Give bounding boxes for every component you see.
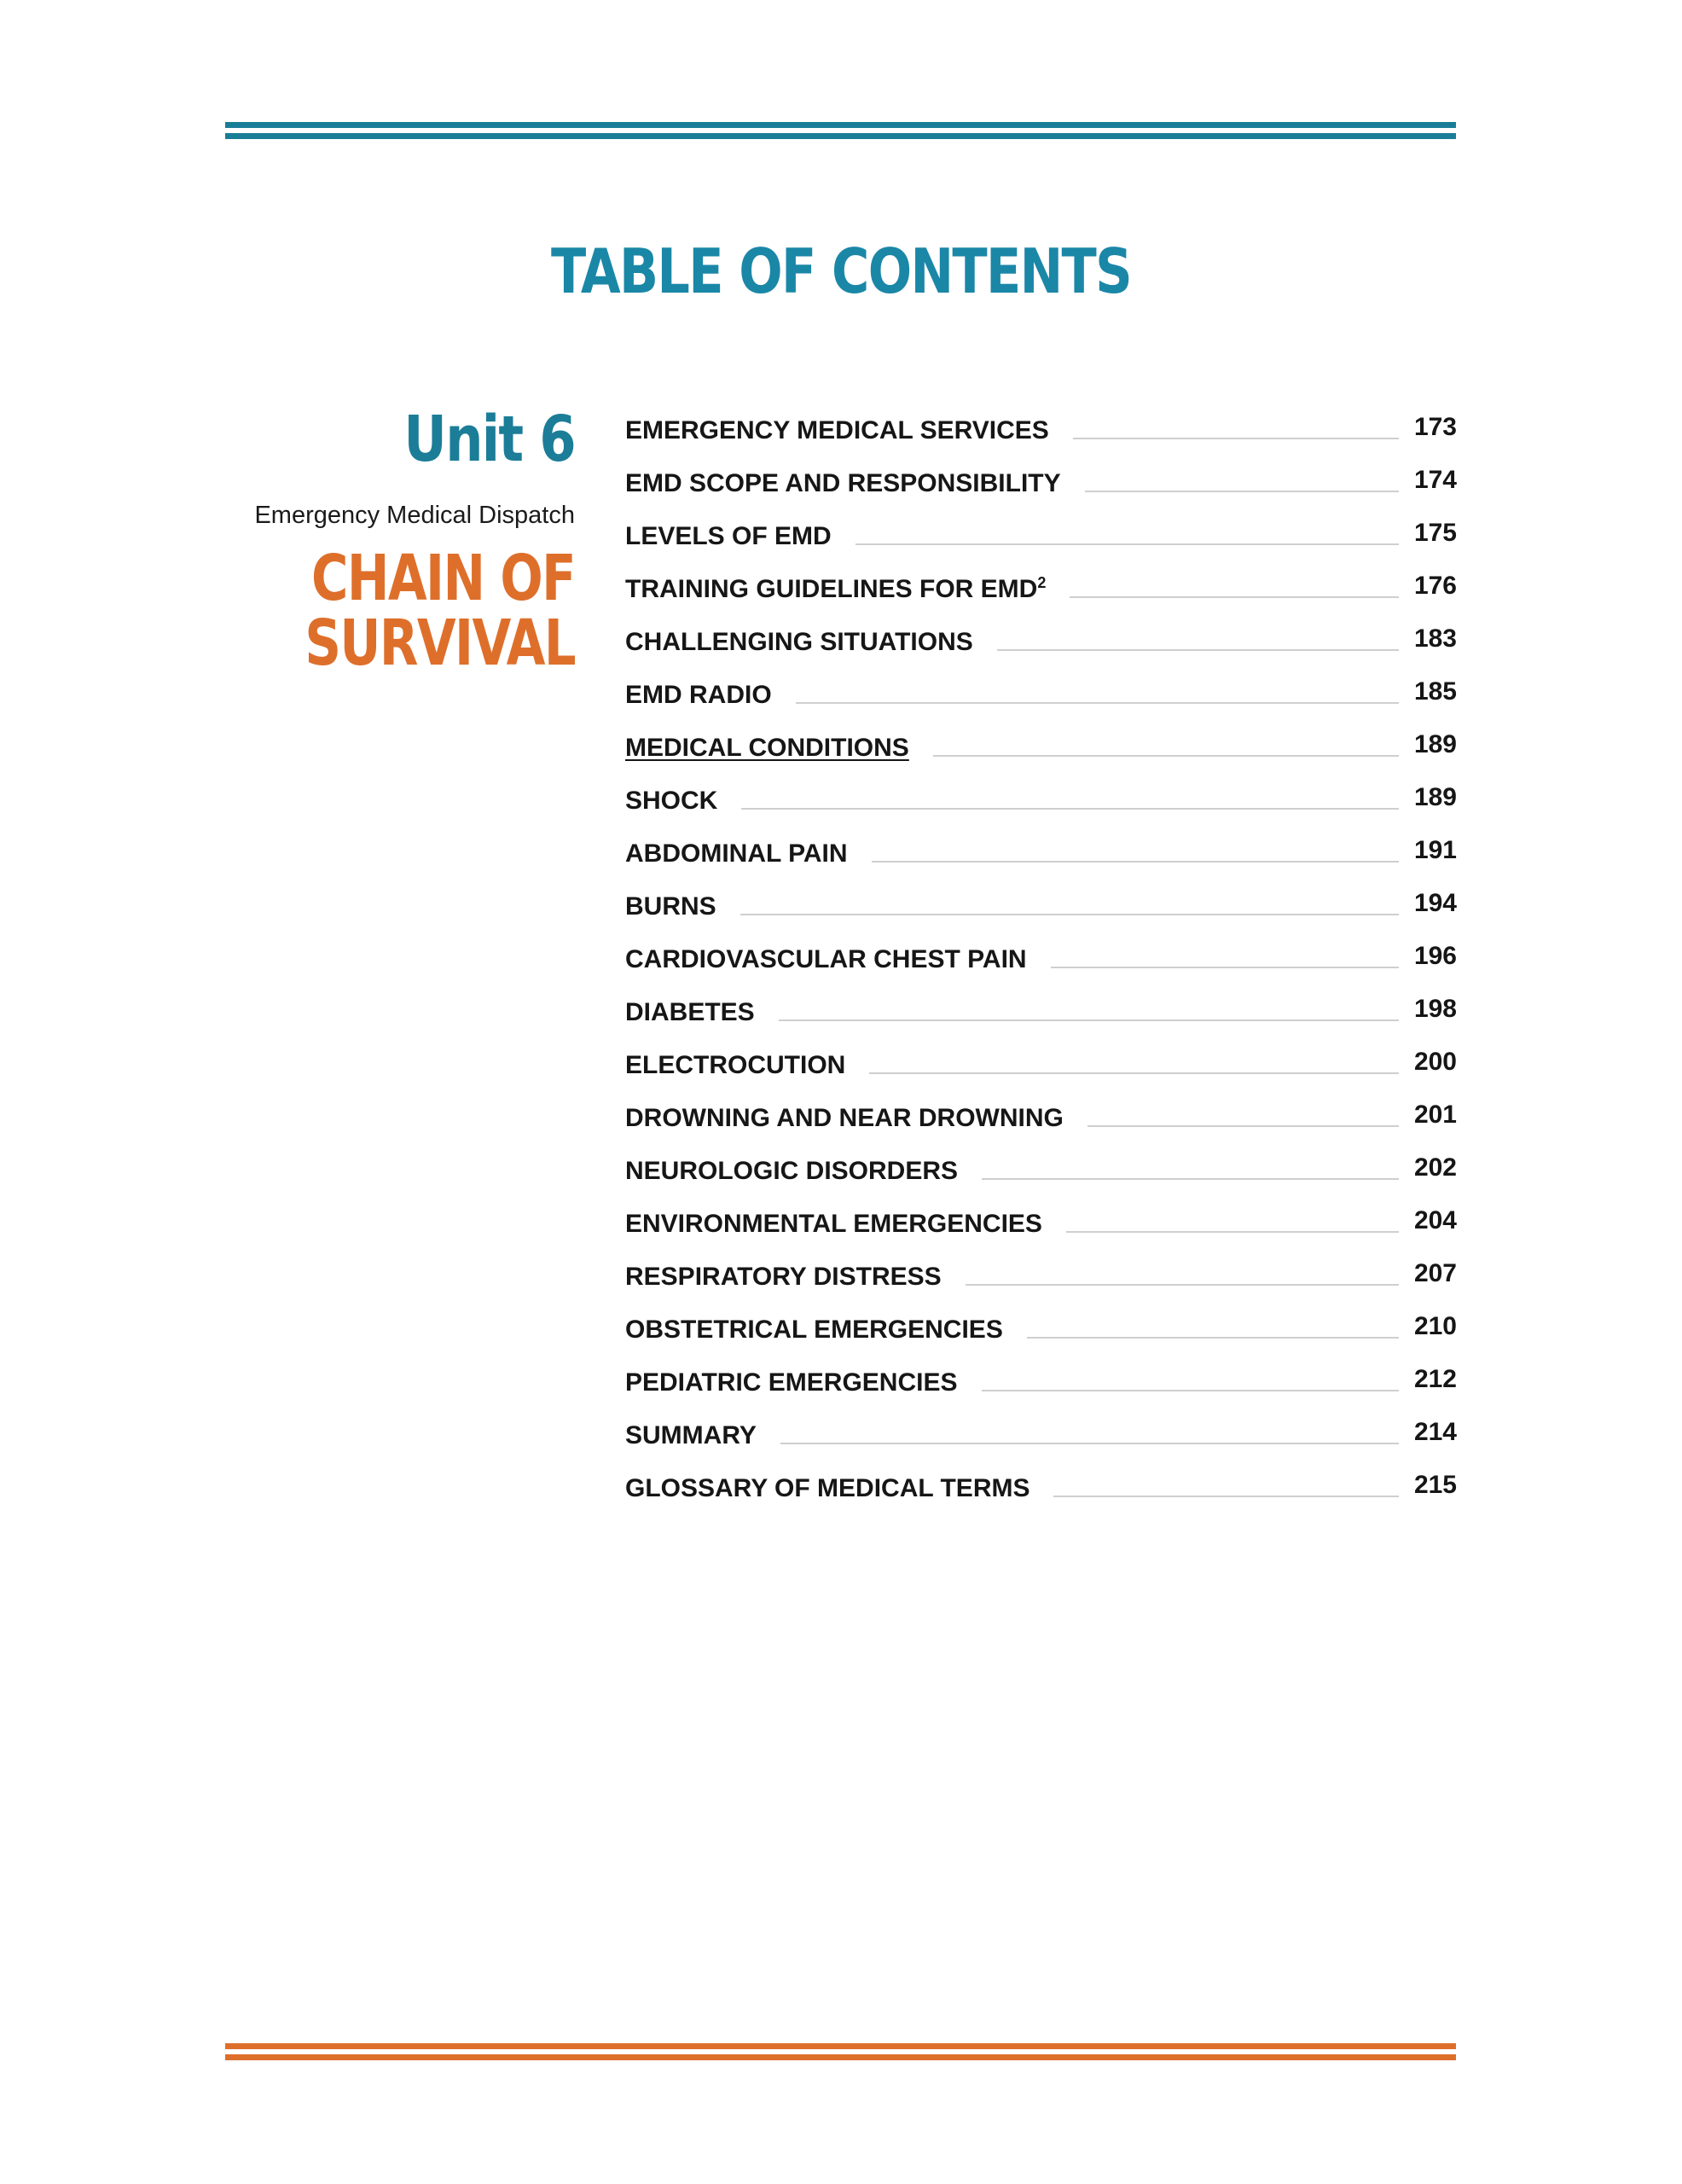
unit-topic (279, 542, 575, 680)
toc-entry-label-text: ELECTROCUTION (625, 1051, 846, 1079)
toc-entry-superscript: 2 (1037, 574, 1047, 591)
toc-entry-page-number: 204 (1413, 1206, 1457, 1234)
toc-entry-label (625, 1148, 975, 1194)
toc-leader-line (1053, 1466, 1399, 1497)
toc-leader-line (741, 778, 1399, 810)
bottom-rule-upper (225, 2043, 1456, 2049)
toc-entry-label (625, 1360, 975, 1406)
toc-leader-line (982, 1148, 1399, 1180)
unit-title: Unit 6 (403, 403, 575, 476)
toc-entry-page-number: 202 (1413, 1153, 1457, 1182)
toc-entry-page-number: 200 (1413, 1048, 1457, 1076)
top-rule-upper (225, 122, 1456, 128)
toc-entry-label-text: CHALLENGING SITUATIONS (625, 628, 973, 656)
toc-entry[interactable] (625, 990, 1457, 1043)
toc-entry-label-text: OBSTETRICAL EMERGENCIES (625, 1316, 1003, 1344)
toc-entry-label (625, 1201, 1059, 1247)
toc-entry[interactable] (625, 1043, 1457, 1095)
toc-entry-label (625, 1307, 1020, 1353)
toc-entry-label (625, 778, 734, 824)
toc-entry-label-text: BURNS (625, 892, 716, 921)
toc-entry[interactable] (625, 1095, 1457, 1148)
toc-entry-label-text: EMD SCOPE AND RESPONSIBILITY (625, 469, 1061, 497)
toc-entry-label-text: DIABETES (625, 998, 755, 1026)
toc-entry[interactable] (625, 1466, 1457, 1519)
toc-entry-label-text: SHOCK (625, 787, 718, 815)
toc-entry-label (625, 831, 865, 877)
toc-entry-label-text: CARDIOVASCULAR CHEST PAIN (625, 945, 1027, 973)
toc-leader-line (966, 1254, 1399, 1286)
toc-entry-label-text: GLOSSARY OF MEDICAL TERMS (625, 1474, 1030, 1502)
toc-entry-label-text: EMERGENCY MEDICAL SERVICES (625, 416, 1049, 444)
toc-entry[interactable] (625, 937, 1457, 990)
toc-entry-page-number: 174 (1413, 466, 1457, 494)
toc-leader-line (1073, 408, 1399, 439)
toc-entry[interactable] (625, 619, 1457, 672)
toc-entry[interactable] (625, 1254, 1457, 1307)
toc-entry[interactable] (625, 884, 1457, 937)
toc-entry-label (625, 672, 789, 718)
toc-entry-label-text: TRAINING GUIDELINES FOR EMD (625, 575, 1038, 603)
toc-entry-label-text: LEVELS OF EMD (625, 522, 832, 550)
toc-entry-page-number: 196 (1413, 942, 1457, 970)
unit-subtitle: Emergency Medical Dispatch (254, 502, 575, 529)
toc-entry-label (625, 408, 1066, 454)
toc-entry[interactable] (625, 778, 1457, 831)
toc-entry-label (625, 990, 772, 1036)
toc-leader-line (856, 514, 1399, 545)
toc-entry-page-number: 214 (1413, 1418, 1457, 1446)
toc-entry[interactable] (625, 1201, 1457, 1254)
toc-leader-line (933, 725, 1399, 757)
toc-entry-page-number: 215 (1413, 1471, 1457, 1499)
top-rule-lower (225, 133, 1456, 139)
toc-leader-line (1070, 566, 1399, 598)
toc-leader-line (1088, 1095, 1399, 1127)
toc-entry-label-text: ENVIRONMENTAL EMERGENCIES (625, 1210, 1042, 1238)
toc-leader-line (740, 884, 1399, 915)
toc-entry-label (625, 1466, 1047, 1512)
toc-entry-page-number: 191 (1413, 836, 1457, 864)
toc-entry-page-number: 194 (1413, 889, 1457, 917)
toc-entry-page-number: 185 (1413, 677, 1457, 706)
page-title: TABLE OF CONTENTS (550, 235, 1132, 307)
toc-entry-label-text: RESPIRATORY DISTRESS (625, 1263, 942, 1291)
bottom-rule-lower (225, 2054, 1456, 2060)
toc-entry[interactable] (625, 1413, 1457, 1466)
toc-leader-line (1085, 461, 1399, 492)
toc-entry-label (625, 1043, 862, 1089)
toc-entry-label (625, 619, 990, 665)
toc-leader-line (982, 1360, 1400, 1391)
unit-topic-line-1: CHAIN OF (311, 542, 575, 615)
toc-entry[interactable] (625, 725, 1457, 778)
toc-leader-line (869, 1043, 1399, 1074)
toc-entry-label (625, 566, 1063, 613)
toc-entry-label (625, 725, 926, 771)
toc-entry-label-text: EMD RADIO (625, 681, 772, 709)
toc-entry-label-text: NEUROLOGIC DISORDERS (625, 1157, 959, 1185)
toc-entry-label (625, 937, 1044, 983)
toc-entry-page-number: 201 (1413, 1101, 1457, 1129)
toc-entry-page-number: 189 (1413, 730, 1457, 758)
toc-list (625, 408, 1457, 1519)
toc-entry-label-text: DROWNING AND NEAR DROWNING (625, 1104, 1064, 1132)
unit-sidebar (205, 401, 575, 680)
toc-entry-label (625, 1413, 774, 1459)
toc-entry[interactable] (625, 831, 1457, 884)
toc-entry[interactable] (625, 672, 1457, 725)
toc-entry-label (625, 1254, 959, 1300)
toc-entry-label (625, 514, 849, 560)
toc-entry[interactable] (625, 461, 1457, 514)
toc-entry-page-number: 183 (1413, 624, 1457, 653)
toc-entry[interactable] (625, 514, 1457, 566)
toc-entry-page-number: 189 (1413, 783, 1457, 811)
toc-leader-line (1066, 1201, 1399, 1233)
toc-entry-page-number: 210 (1413, 1312, 1457, 1340)
toc-entry-page-number: 175 (1413, 519, 1457, 547)
toc-entry[interactable] (625, 1360, 1457, 1413)
toc-leader-line (1027, 1307, 1399, 1339)
toc-entry-page-number: 207 (1413, 1259, 1457, 1287)
toc-entry-page-number: 173 (1413, 413, 1457, 441)
toc-entry-label-text: SUMMARY (625, 1421, 757, 1449)
toc-entry[interactable] (625, 1307, 1457, 1360)
toc-leader-line (872, 831, 1399, 863)
unit-topic-line-2: SURVIVAL (304, 607, 575, 680)
toc-entry-label (625, 1095, 1081, 1141)
toc-entry-page-number: 212 (1413, 1365, 1457, 1393)
toc-entry-label (625, 461, 1078, 507)
toc-entry-label-text: ABDOMINAL PAIN (625, 839, 848, 868)
toc-entry[interactable] (625, 1148, 1457, 1201)
toc-leader-line (779, 990, 1399, 1021)
toc-entry-page-number: 176 (1413, 572, 1457, 600)
toc-entry-page-number: 198 (1413, 995, 1457, 1023)
toc-entry-label-text: PEDIATRIC EMERGENCIES (625, 1368, 958, 1397)
toc-leader-line (997, 619, 1399, 651)
toc-leader-line (1051, 937, 1399, 968)
toc-entry[interactable] (625, 408, 1457, 461)
toc-entry[interactable] (625, 566, 1457, 619)
toc-leader-line (780, 1413, 1399, 1444)
toc-leader-line (796, 672, 1399, 704)
toc-entry-label (625, 884, 734, 930)
toc-entry-label-text: MEDICAL CONDITIONS (625, 734, 909, 762)
